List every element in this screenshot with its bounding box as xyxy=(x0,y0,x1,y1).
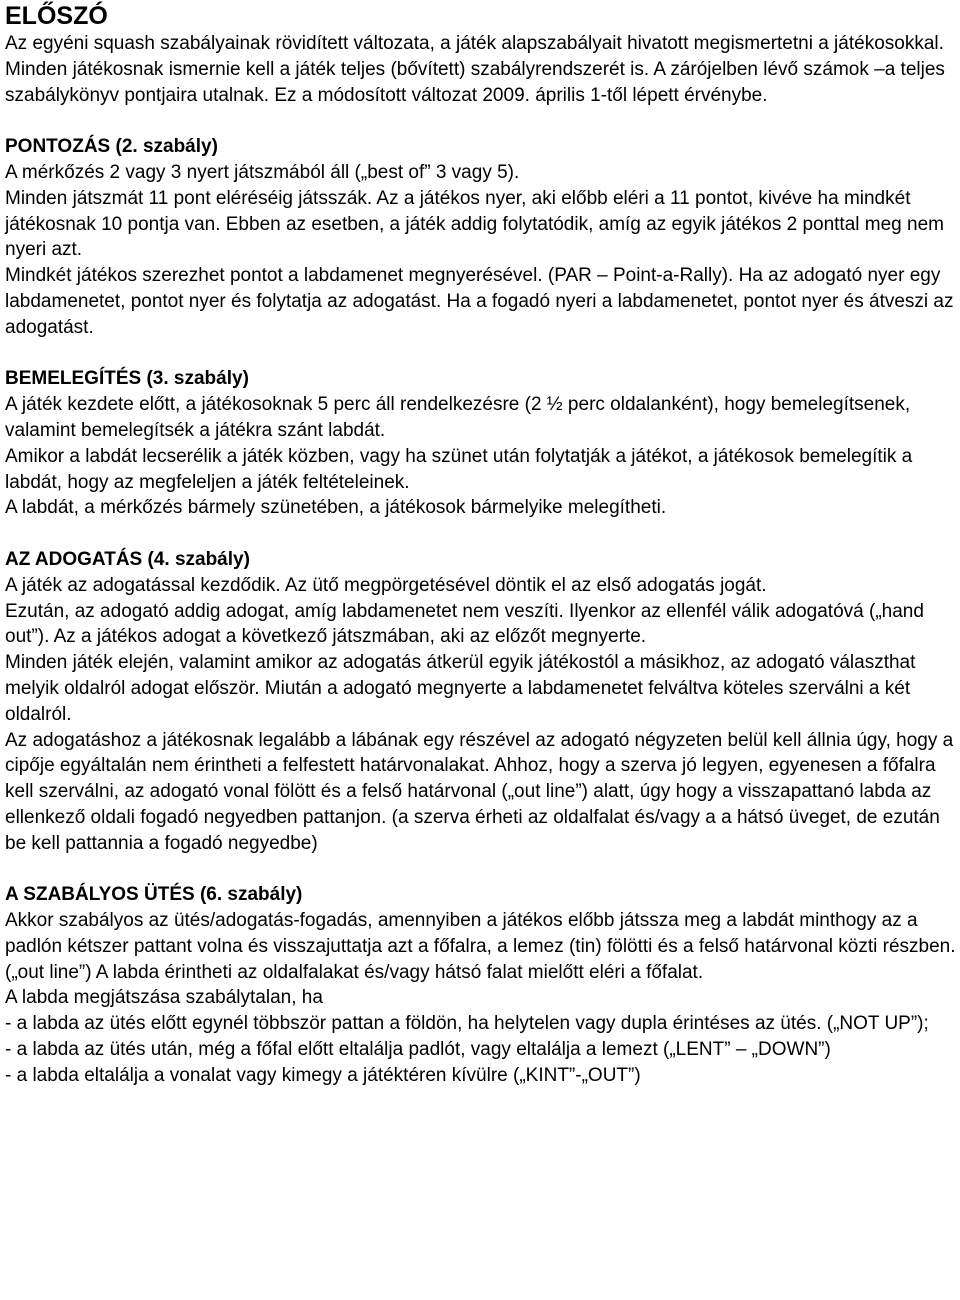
paragraph: Mindkét játékos szerezhet pontot a labdamenet megnyerésével. (PAR – Point-a-Rally). Ha az adogató nyer egy labdamenetet, pontot nyer és folytatja az adogatást. Ha a fogadó nyeri a labdamenetet, pontot nyer és átveszi az adogatást. xyxy=(5,265,954,338)
paragraph: A labdát, a mérkőzés bármely szünetében, a játékosok bármelyike melegítheti. xyxy=(5,497,667,519)
section-scoring xyxy=(5,134,956,340)
section-serve xyxy=(5,547,956,857)
list-item: - a labda az ütés után, még a főfal előtt eltalálja padlót, vagy eltalálja a lemezt („LENT” – „DOWN”) xyxy=(5,1039,831,1061)
paragraph: Az adogatáshoz a játékosnak legalább a lábának egy részével az adogató négyzeten belül kell állnia úgy, hogy a cipője egyáltalán nem érintheti a felfestett határvonalakat. Ahhoz, hogy a szerva jó legyen, egyenesen a főfalra kell szerválni, az adogató vonal fölött és a felső határvonal („out line”) alatt, úgy hogy a visszapattanó labda az ellenkező oldali fogadó negyedben pattanjon. (a szerva érheti az oldalfalat és/vagy a a hátsó üveget, de ezután be kell pattannia a fogadó negyedbe) xyxy=(5,729,954,854)
section-heading: BEMELEGÍTÉS (3. szabály) xyxy=(5,368,249,390)
section-legal-shot xyxy=(5,882,956,1088)
spacer xyxy=(5,857,956,883)
paragraph: Minden játék elején, valamint amikor az adogatás átkerül egyik játékostól a másikhoz, az adogató választhat melyik oldalról adogat először. Miután a adogató megnyerte a labdamenetet felváltva köteles szerválni a két oldalról. xyxy=(5,652,916,725)
list-item: - a labda eltalálja a vonalat vagy kimegy a játéktéren kívülre („KINT”-„OUT”) xyxy=(5,1064,641,1086)
paragraph: A mérkőzés 2 vagy 3 nyert játszmából áll („best of” 3 vagy 5). xyxy=(5,161,520,183)
paragraph: Minden játszmát 11 pont eléréséig játsszák. Az a játékos nyer, aki előbb eléri a 11 pontot, kivéve ha mindkét játékosnak 10 pontja van. Ebben az esetben, a játék addig folytatódik, amíg az egyik játékos 2 ponttal meg nem nyeri azt. xyxy=(5,187,944,261)
section-heading: A SZABÁLYOS ÜTÉS (6. szabály) xyxy=(5,884,303,906)
paragraph: Akkor szabályos az ütés/adogatás-fogadás, amennyiben a játékos előbb játssza meg a labdát minthogy az a padlón kétszer pattant volna és visszajuttatja azt a főfalra, a lemez (tin) fölötti és a felső határvonal közti részben. („out line”) A labda érintheti az oldalfalakat és/vagy hátsó falat mielőtt eléri a főfalat. xyxy=(5,910,956,983)
spacer xyxy=(5,521,956,547)
list-item: - a labda az ütés előtt egynél többször pattan a földön, ha helytelen vagy dupla érintéses az ütés. („NOT UP”); xyxy=(5,1013,929,1035)
paragraph: A játék kezdete előtt, a játékosoknak 5 perc áll rendelkezésre (2 ½ perc oldalanként), hogy bemelegítsenek, valamint bemelegítsék a játékra szánt labdát. xyxy=(5,394,911,441)
section-heading: AZ ADOGATÁS (4. szabály) xyxy=(5,548,250,570)
paragraph: A játék az adogatással kezdődik. Az ütő megpörgetésével döntik el az első adogatás jogát. xyxy=(5,574,767,596)
paragraph: Ezután, az adogató addig adogat, amíg labdamenetet nem veszíti. Ilyenkor az ellenfél válik adogatóvá („hand out”). Az a játékos adogat a következő játszmában, aki az előzőt megnyerte. xyxy=(5,600,924,648)
page-title: ELŐSZÓ xyxy=(5,2,108,30)
spacer xyxy=(5,341,956,367)
spacer xyxy=(5,108,956,134)
paragraph: A labda megjátszása szabálytalan, ha xyxy=(5,987,323,1009)
paragraph: Amikor a labdát lecserélik a játék közben, vagy ha szünet után folytatják a játékot, a játékosok bemelegítik a labdát, hogy az megfeleljen a játék feltételeinek. xyxy=(5,445,913,493)
section-heading: PONTOZÁS (2. szabály) xyxy=(5,136,218,158)
section-warmup xyxy=(5,366,956,521)
intro-paragraph: Az egyéni squash szabályainak rövidített változata, a játék alapszabályait hivatott megismertetni a játékosokkal. Minden játékosnak ismernie kell a játék teljes (bővített) szabályrendszerét is. A zárójelben lévő számok –a teljes szabálykönyv pontjaira utalnak. Ez a módosított változat 2009. április 1-től lépett érvénybe. xyxy=(5,33,945,106)
